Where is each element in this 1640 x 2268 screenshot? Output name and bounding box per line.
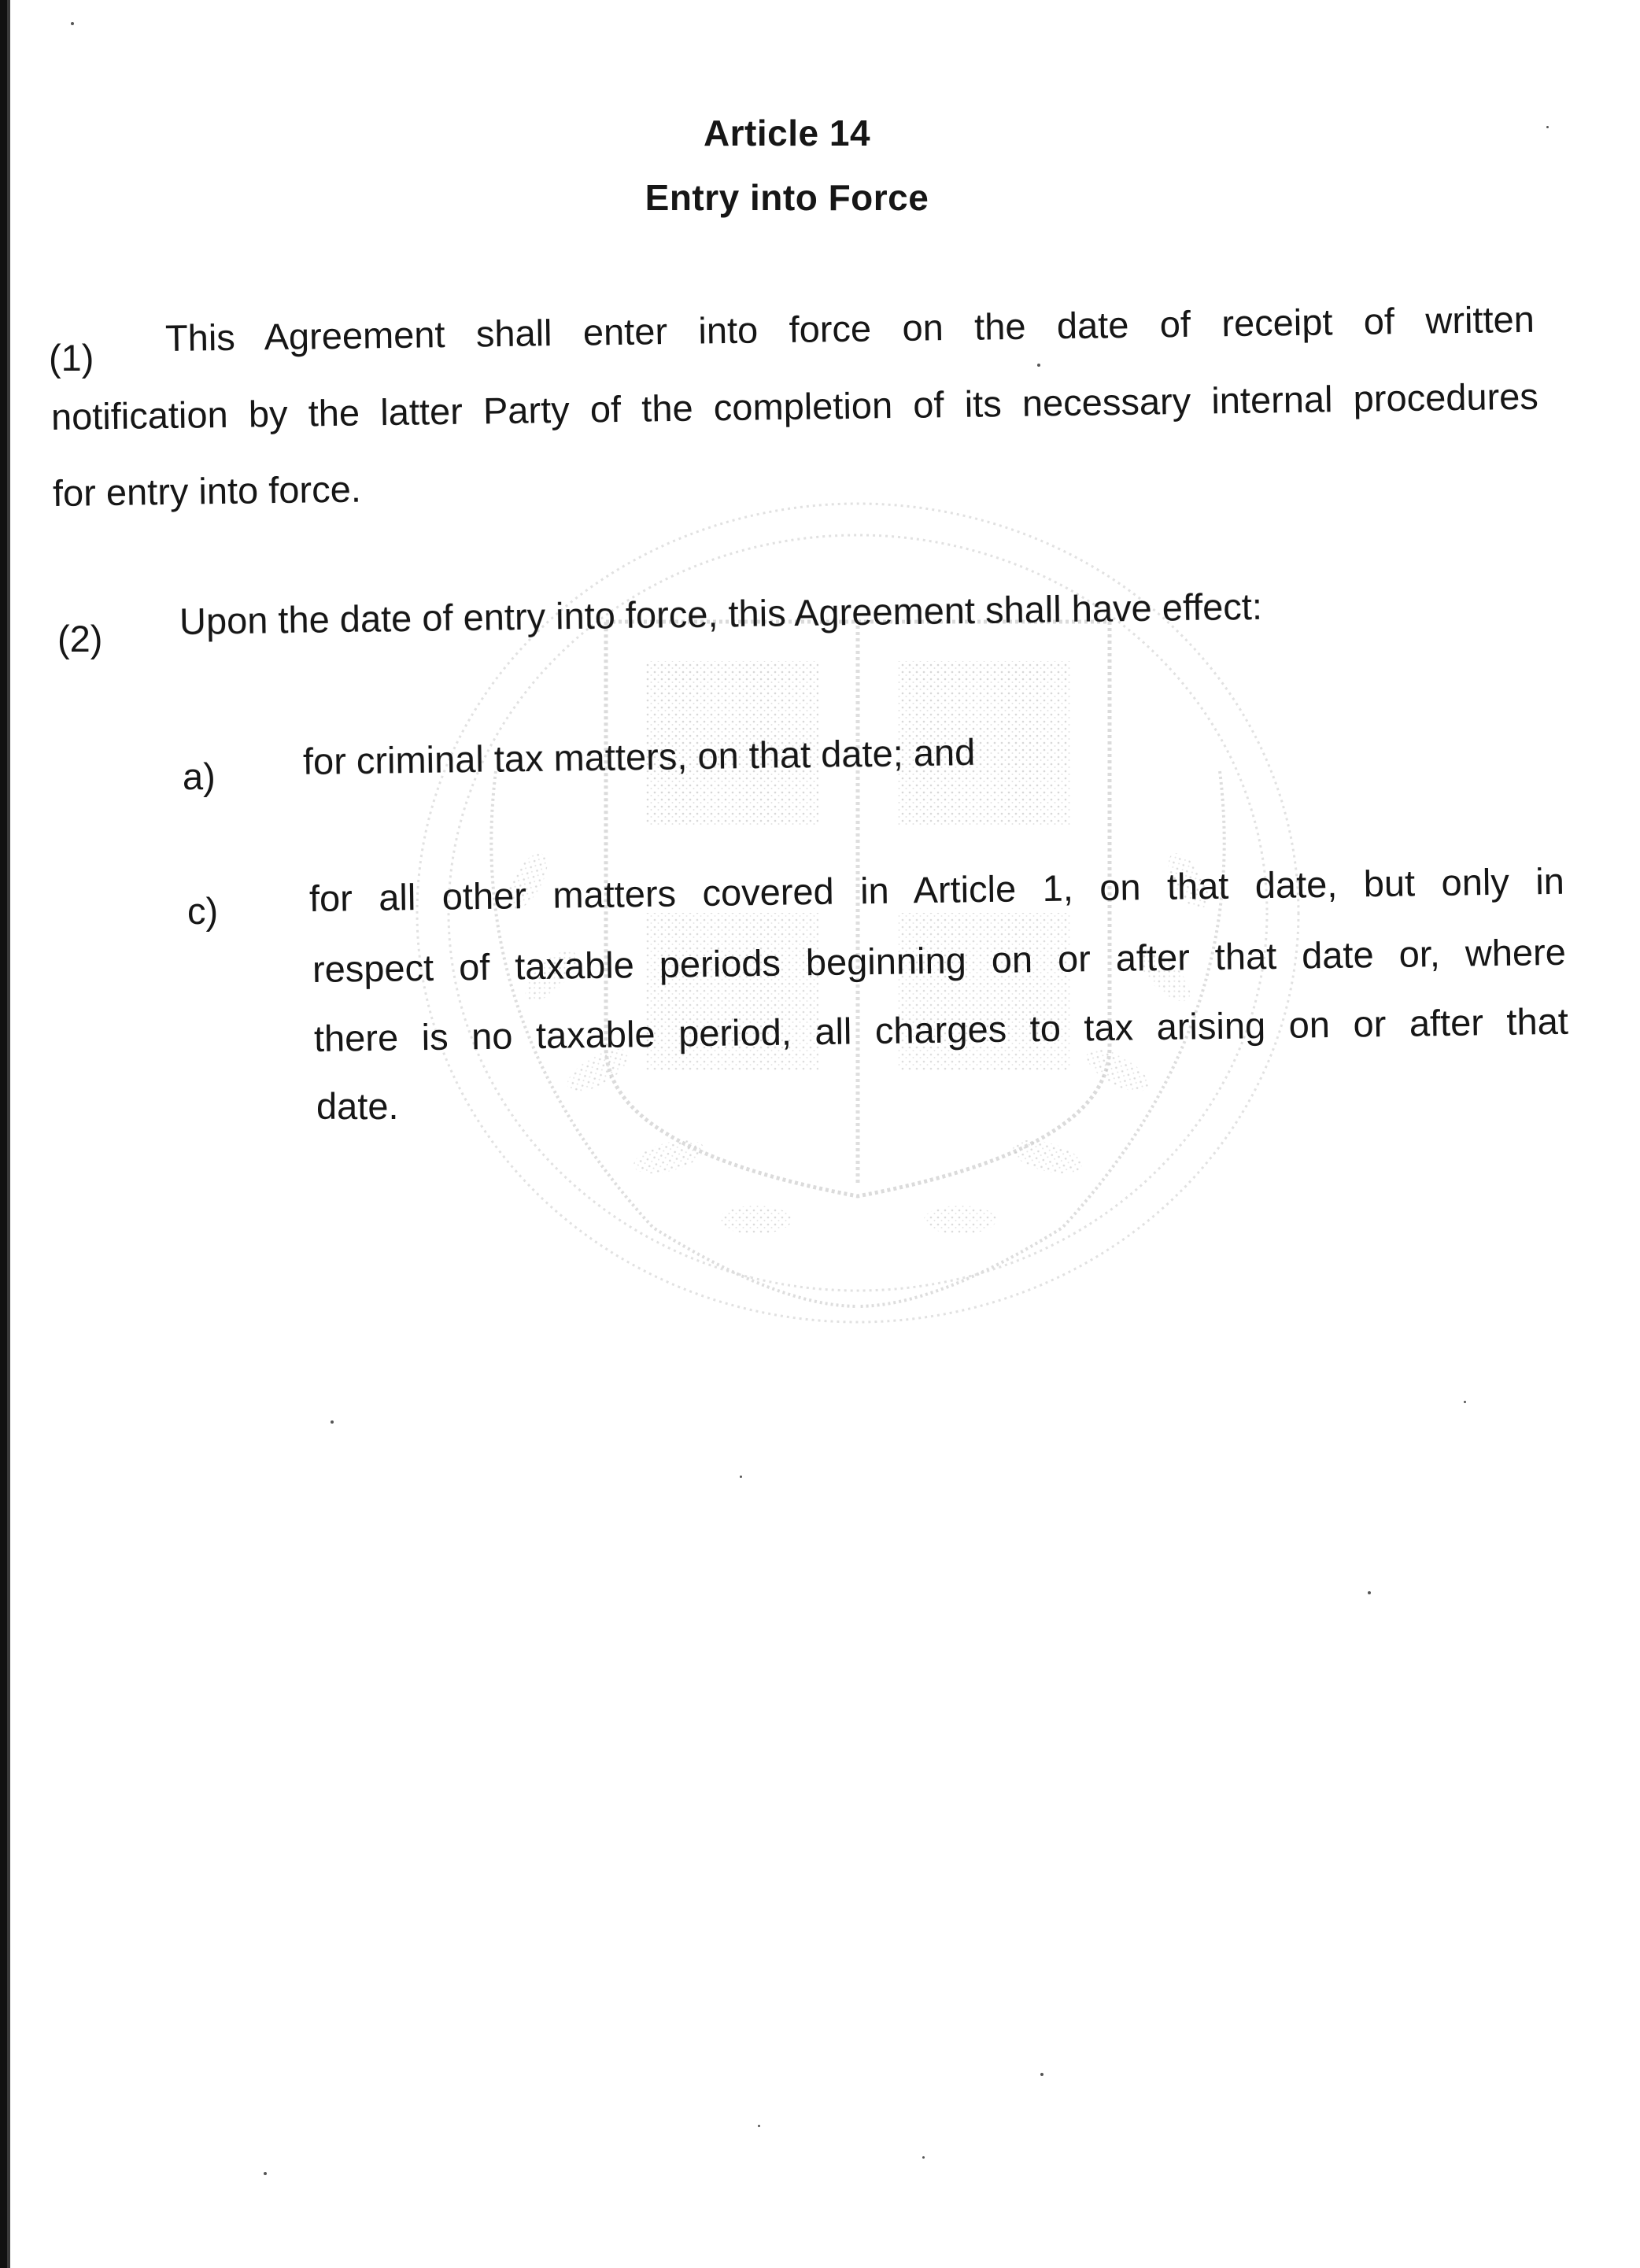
scan-speck bbox=[1464, 1401, 1466, 1403]
article-title: Entry into Force bbox=[645, 177, 929, 218]
scan-speck bbox=[1040, 2073, 1043, 2076]
left-binding-shadow bbox=[7, 0, 10, 2268]
item-a-text: for criminal tax matters, on that date; and bbox=[302, 731, 976, 782]
paragraph-1-marker: (1) bbox=[49, 337, 94, 379]
article-number: Article 14 bbox=[703, 113, 871, 153]
item-c-line-4: date. bbox=[316, 1085, 399, 1127]
scan-speck bbox=[1368, 1591, 1371, 1594]
item-c-line-2: respect of taxable periods beginning on or after that date or, where bbox=[312, 930, 1567, 990]
scan-speck bbox=[1546, 126, 1549, 128]
scan-speck bbox=[71, 22, 74, 25]
scan-speck bbox=[264, 2172, 267, 2175]
paragraph-1-line-3: for entry into force. bbox=[52, 467, 362, 514]
item-c-line-3: there is no taxable period, all charges to tax arising on or after that bbox=[313, 999, 1569, 1059]
left-binding-edge bbox=[0, 0, 7, 2268]
scan-speck bbox=[758, 2125, 760, 2127]
item-c-line-1: for all other matters covered in Article 1, on that date, but only in bbox=[308, 859, 1565, 919]
scan-speck bbox=[740, 1476, 742, 1478]
paragraph-2-marker: (2) bbox=[57, 618, 103, 659]
scan-speck bbox=[1037, 364, 1040, 367]
scan-speck bbox=[922, 2156, 925, 2159]
item-a-marker: a) bbox=[183, 755, 216, 797]
paragraph-1-line-2: notification by the latter Party of the completion of its necessary internal procedures bbox=[50, 375, 1539, 438]
paragraph-2-text: Upon the date of entry into force, this Agreement shall have effect: bbox=[179, 585, 1263, 642]
scan-speck bbox=[331, 1420, 334, 1424]
paragraph-1-line-1: This Agreement shall enter into force on the date of receipt of written bbox=[164, 297, 1535, 359]
item-c-marker: c) bbox=[187, 890, 219, 932]
